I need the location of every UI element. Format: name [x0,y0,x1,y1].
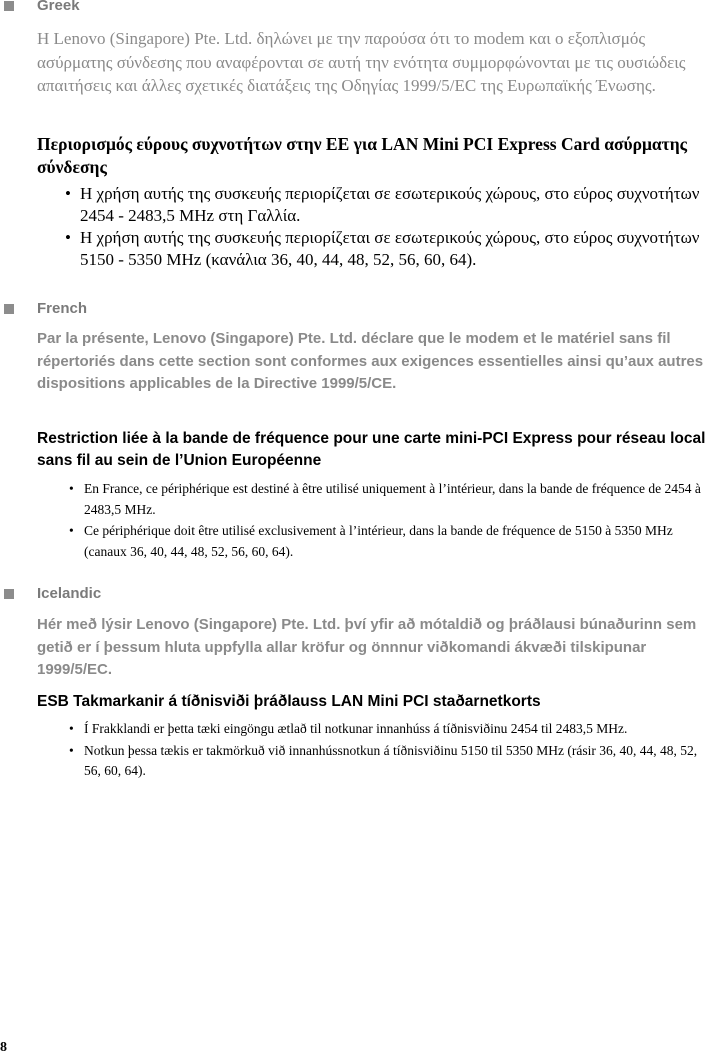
bullet-dot-icon: • [69,721,74,736]
bullet-dot-icon: • [65,228,71,247]
list-item-text: Notkun þessa tækis er takmörkuð við innanhússnotkun á tíðnisviðinu 5150 til 5350 MHz (rásir 36, 40, 44, 48, 52, 56, 60, 64). [84,742,698,778]
bullet-dot-icon: • [69,481,74,496]
list-item [67,719,713,740]
section-intro-greek: Η Lenovo (Singapore) Pte. Ltd. δηλώνει με την παρούσα ότι το modem και ο εξοπλισμός ασύρματης σύνδεσης που αναφέρονται σε αυτή την ενότητα συμμορφώνονται με τις ουσιώδεις απαιτήσεις και άλλες σχετικές διατάξεις της Οδηγίας 1999/5/EC της Ευρωπαϊκής Ένωσης. [37,29,686,95]
section-title-french: French [37,300,88,317]
list-item [67,741,713,782]
square-bullet-icon [4,304,14,314]
page-number: 8 [0,1040,7,1055]
section-title-greek: Greek [37,0,80,14]
list-item [67,521,713,562]
subheading-french: Restriction liée à la bande de fréquence pour une carte mini-PCI Express pour réseau local sans fil au sein de l’Union Européenne [37,430,706,469]
list-item-text: Í Frakklandi er þetta tæki eingöngu ætlað til notkunar innanhúss á tíðnisviðinu 2454 til 2483,5 MHz. [84,721,628,736]
section-intro-french: Par la présente, Lenovo (Singapore) Pte. Ltd. déclare que le modem et le matériel sans fil répertoriés dans cette section sont conformes aux exigences essentielles ainsi qu’aux autres dispositions applicables de la Directive 1999/5/CE. [37,330,704,392]
list-item [63,183,713,227]
bullet-dot-icon: • [69,523,74,538]
list-item-text: Η χρήση αυτής της συσκευής περιορίζεται σε εσωτερικούς χώρους, στο εύρος συχνοτήτων 5150 - 5350 MHz (κανάλια 36, 40, 44, 48, 52, 56, 60, 64). [80,228,700,269]
square-bullet-icon [4,589,14,599]
section-intro-icelandic: Hér með lýsir Lenovo (Singapore) Pte. Ltd. því yfir að mótaldið og þráðlausi búnaðurinn sem getið er í þessum hluta uppfylla allar kröfur og önnnur viðkomandi ákvæði tilskipunar 1999/5/EC. [37,616,697,678]
bullet-list-icelandic [67,719,713,783]
section-title-icelandic: Icelandic [37,585,102,602]
square-bullet-icon [4,1,14,11]
list-item [63,227,713,271]
bullet-list-french [67,479,713,563]
list-item-text: Ce périphérique doit être utilisé exclusivement à l’intérieur, dans la bande de fréquence de 5150 à 5350 MHz (canaux 36, 40, 44, 48, 52, 56, 60, 64). [84,523,673,559]
list-item-text: Η χρήση αυτής της συσκευής περιορίζεται σε εσωτερικούς χώρους, στο εύρος συχνοτήτων 2454 - 2483,5 MHz στη Γαλλία. [80,184,700,225]
bullet-dot-icon: • [65,184,71,203]
list-item-text: En France, ce périphérique est destiné à être utilisé uniquement à l’intérieur, dans la bande de fréquence de 2454 à 2483,5 MHz. [84,481,701,517]
bullet-dot-icon: • [69,742,74,758]
bullet-list-greek [63,183,713,271]
subheading-icelandic: ESB Takmarkanir á tíðnisviði þráðlauss LAN Mini PCI staðarnetkorts [37,693,541,710]
list-item [67,479,713,520]
subheading-greek: Περιορισμός εύρους συχνοτήτων στην ΕΕ για LAN Mini PCI Express Card ασύρματης σύνδεσης [37,134,688,177]
